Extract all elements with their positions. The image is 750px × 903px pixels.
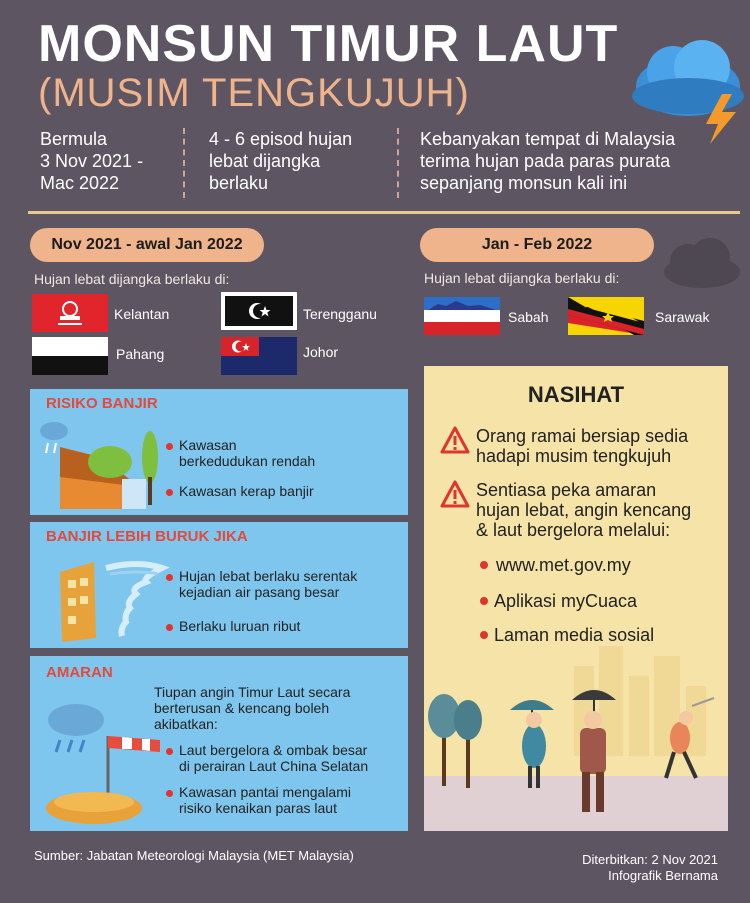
state-sabah: Sabah	[508, 309, 549, 325]
warning-icon	[440, 480, 470, 508]
amaran-title: AMARAN	[46, 664, 113, 681]
amaran-item-1: Laut bergelora & ombak besar di perairan Laut China Selatan	[166, 742, 368, 774]
warning-icon	[440, 426, 470, 454]
divider	[397, 128, 399, 198]
bullet	[166, 790, 173, 797]
bullet	[480, 597, 488, 605]
flood-icon	[40, 417, 170, 509]
footer-source: Sumber: Jabatan Meteorologi Malaysia (MET Malaysia)	[34, 848, 354, 863]
risiko-item-2: Kawasan kerap banjir	[166, 483, 314, 499]
rain-scene-illustration	[424, 636, 728, 831]
page-title: MONSUN TIMUR LAUT	[38, 15, 619, 73]
info-start: Bermula 3 Nov 2021 - Mac 2022	[40, 129, 144, 193]
pahang-flag	[32, 337, 108, 375]
state-johor: Johor	[303, 344, 339, 360]
buruk-item-2: Berlaku luruan ribut	[166, 618, 300, 634]
page-subtitle: (MUSIM TENGKUJUH)	[38, 71, 470, 115]
nasihat-panel	[424, 366, 728, 831]
wind-sock-icon	[42, 700, 172, 826]
risiko-item-1: Kawasan berkedudukan rendah	[166, 437, 315, 469]
divider	[183, 128, 185, 198]
bullet	[166, 574, 173, 581]
amaran-item-2: Kawasan pantai mengalami risiko kenaikan paras laut	[166, 784, 351, 816]
bullet	[166, 748, 173, 755]
nasihat-warning-1: Orang ramai bersiap sedia hadapi musim tengkujuh	[476, 426, 689, 466]
risiko-banjir-title: RISIKO BANJIR	[46, 395, 158, 412]
info-rainfall: Kebanyakan tempat di Malaysia terima hujan pada paras purata sepanjang monsun kali ini	[420, 129, 676, 193]
buruk-item-1: Hujan lebat berlaku serentak kejadian air pasang besar	[166, 568, 357, 600]
bullet	[480, 561, 488, 569]
bullet	[166, 489, 173, 496]
nasihat-warning-2: Sentiasa peka amaran hujan lebat, angin kencang & laut bergelora melalui:	[476, 480, 692, 540]
terengganu-flag	[221, 292, 297, 330]
state-sarawak: Sarawak	[655, 309, 710, 325]
channel-social-media: Laman media sosial	[494, 625, 655, 645]
tree-icon	[428, 694, 482, 788]
channel-met-website: www.met.gov.my	[496, 555, 631, 575]
amaran-panel	[30, 656, 408, 831]
period-2-intro: Hujan lebat dijangka berlaku di:	[424, 270, 620, 286]
amaran-intro: Tiupan angin Timur Laut secara berterusan & kencang boleh akibatkan:	[154, 684, 351, 732]
footer-credit: Infografik Bernama	[608, 868, 718, 883]
kelantan-flag	[32, 294, 108, 332]
info-episodes: 4 - 6 episod hujan lebat dijangka berlaku	[209, 129, 353, 193]
tornado-icon	[50, 552, 170, 646]
nasihat-title: NASIHAT	[527, 382, 625, 407]
period-1-intro: Hujan lebat dijangka berlaku di:	[34, 271, 230, 287]
state-terengganu: Terengganu	[303, 306, 377, 322]
banjir-buruk-panel	[30, 522, 408, 648]
state-kelantan: Kelantan	[114, 306, 170, 322]
sarawak-flag	[568, 297, 644, 335]
rain-cloud-icon	[658, 234, 742, 294]
period-2-badge: Jan - Feb 2022	[420, 228, 654, 262]
bullet	[166, 443, 173, 450]
bullet	[166, 624, 173, 631]
period-1-badge: Nov 2021 - awal Jan 2022	[30, 228, 264, 262]
state-pahang: Pahang	[116, 346, 165, 362]
channel-mycuaca-app: Aplikasi myCuaca	[494, 591, 638, 611]
divider-line	[28, 211, 740, 214]
footer-published: Diterbitkan: 2 Nov 2021	[582, 852, 718, 867]
banjir-buruk-title: BANJIR LEBIH BURUK JIKA	[46, 528, 248, 545]
risiko-banjir-panel	[30, 389, 408, 515]
sabah-flag	[424, 297, 500, 335]
johor-flag	[221, 337, 297, 375]
